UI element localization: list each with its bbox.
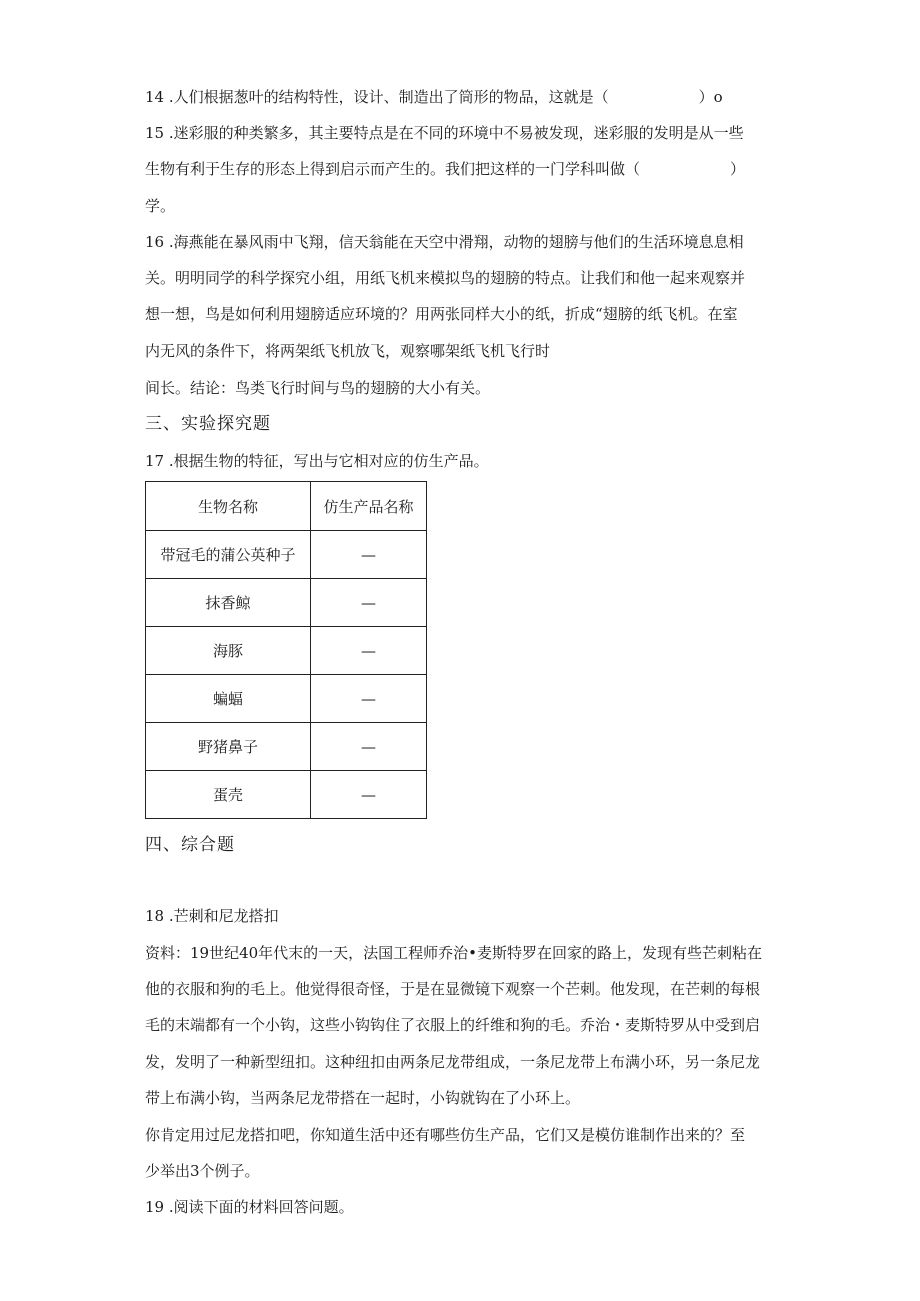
organism-cell: 蝙蝠 [146, 675, 311, 723]
question-15-line-3: 学。 [145, 197, 176, 215]
question-18-title: 18 .芒刺和尼龙搭扣 [145, 907, 279, 925]
header-organism-name: 生物名称 [146, 482, 311, 531]
table-row [146, 675, 427, 723]
question-19: 19 .阅读下面的材料回答问题。 [145, 1198, 354, 1216]
product-answer-cell: — [311, 723, 427, 771]
question-15-line-2: 生物有利于生存的形态上得到启示而产生的。我们把这样的一门学科叫做（ ） [145, 160, 746, 178]
product-answer-cell: — [311, 771, 427, 819]
table-header-row [146, 482, 427, 531]
section-4-heading: 四、综合题 [145, 835, 235, 855]
question-14: 14 .人们根据葱叶的结构特性，设计、制造出了筒形的物品，这就是（ ）o [145, 88, 723, 106]
organism-cell: 海豚 [146, 627, 311, 675]
question-18-material-line-2: 他的衣服和狗的毛上。他觉得很奇怪，于是在显微镜下观察一个芒刺。他发现，在芒刺的每根 [145, 980, 761, 998]
product-answer-cell: — [311, 675, 427, 723]
question-18-prompt-line-1: 你肯定用过尼龙搭扣吧，你知道生活中还有哪些仿生产品，它们又是模仿谁制作出来的？至 [145, 1126, 746, 1144]
organism-cell: 蛋壳 [146, 771, 311, 819]
question-18-material-line-5: 带上布满小钩，当两条尼龙带搭在一起时，小钩就钩在了小环上。 [145, 1089, 581, 1107]
question-18-prompt-line-2: 少举出3个例子。 [145, 1162, 260, 1180]
biomimicry-table [145, 481, 427, 819]
question-16-line-3: 想一想，鸟是如何利用翅膀适应环境的？用两张同样大小的纸，折成“翅膀的纸飞机。在室 [145, 305, 738, 323]
product-answer-cell: — [311, 627, 427, 675]
product-answer-cell: — [311, 579, 427, 627]
section-3-heading: 三、实验探究题 [145, 414, 271, 434]
table-row [146, 531, 427, 579]
question-17: 17 .根据生物的特征，写出与它相对应的仿生产品。 [145, 452, 489, 470]
product-answer-cell: — [311, 531, 427, 579]
organism-cell: 抹香鲸 [146, 579, 311, 627]
table-row [146, 579, 427, 627]
header-product-name: 仿生产品名称 [311, 482, 427, 531]
organism-cell: 野猪鼻子 [146, 723, 311, 771]
table-row [146, 627, 427, 675]
organism-cell: 带冠毛的蒲公英种子 [146, 531, 311, 579]
question-15-line-1: 15 .迷彩服的种类繁多，其主要特点是在不同的环境中不易被发现，迷彩服的发明是从一些 [145, 124, 744, 142]
question-18-material-line-3: 毛的末端都有一个小钩，这些小钩钩住了衣服上的纤维和狗的毛。乔治・麦斯特罗从中受到启 [145, 1016, 761, 1034]
question-16-line-2: 关。明明同学的科学探究小组，用纸飞机来模拟鸟的翅膀的特点。让我们和他一起来观察并 [145, 269, 746, 287]
question-18-material-line-4: 发，发明了一种新型纽扣。这种纽扣由两条尼龙带组成，一条尼龙带上布满小环，另一条尼龙 [145, 1053, 761, 1071]
question-16-line-1: 16 .海燕能在暴风雨中飞翔，信天翁能在天空中滑翔，动物的翅膀与他们的生活环境息息相 [145, 233, 744, 251]
question-16-line-5: 间长。结论：鸟类飞行时间与鸟的翅膀的大小有关。 [145, 379, 491, 397]
question-16-line-4: 内无风的条件下，将两架纸飞机放飞，观察哪架纸飞机飞行时 [145, 342, 551, 360]
table-row [146, 771, 427, 819]
table-row [146, 723, 427, 771]
question-18-material-line-1: 资料：19世纪40年代末的一天，法国工程师乔治•麦斯特罗在回家的路上，发现有些芒刺粘在 [145, 944, 763, 962]
